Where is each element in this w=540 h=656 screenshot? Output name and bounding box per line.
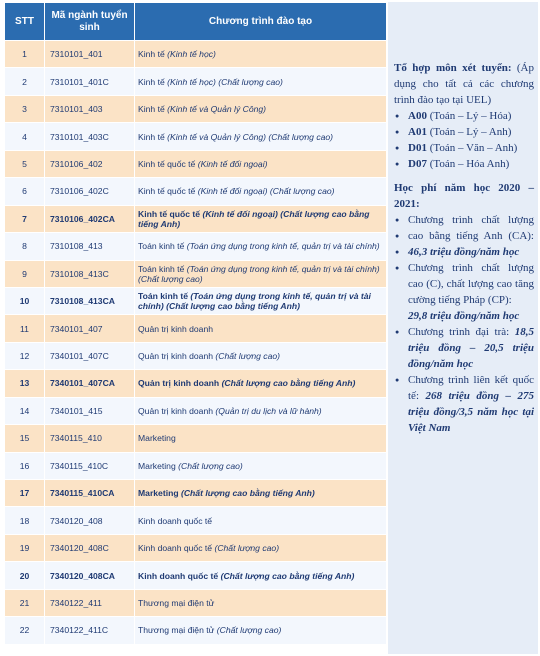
- fee-c-amount: 29,8 triệu đồng/năm học: [408, 310, 520, 322]
- table-row: [5, 562, 387, 589]
- table-row: [5, 589, 387, 616]
- row-code: 7310106_402: [45, 150, 135, 177]
- row-program: [135, 452, 387, 479]
- program-name: Kinh tế: [138, 49, 165, 60]
- fee-ca-amount: 46,3 triệu đồng/năm học: [408, 246, 520, 258]
- row-code: 7340101_407C: [45, 342, 135, 369]
- program-name: Kinh tế: [138, 131, 165, 142]
- program-name: Kinh tế quốc tế: [138, 208, 201, 219]
- row-program: [135, 178, 387, 205]
- program-note: (Toán ứng dụng trong kinh tế, quản trị và tài chính) (Chất lượng cao bằng tiếng Anh): [138, 291, 371, 312]
- fee-dt-text: Chương trình đại trà:: [408, 326, 510, 338]
- row-program: [135, 205, 387, 232]
- table-row: [5, 315, 387, 342]
- program-note: (Kinh tế đối ngoại) (Chất lượng cao): [197, 186, 335, 197]
- combo-subjects: (Toán – Lý – Anh): [429, 126, 512, 138]
- fee-title-end: 2021:: [394, 198, 420, 210]
- program-name: Toán kinh tế: [138, 291, 188, 302]
- row-stt: 3: [5, 95, 45, 122]
- row-code: 7340115_410C: [45, 452, 135, 479]
- program-note: (Chất lượng cao bằng tiếng Anh): [221, 378, 356, 389]
- row-code: 7310101_401: [45, 41, 135, 68]
- fee-lk-line-4: [394, 420, 534, 436]
- program-name: Kinh doanh quốc tế: [138, 570, 219, 581]
- program-note: (Kinh tế đối ngoại) (Chất lượng cao bằng tiếng Anh): [138, 208, 370, 229]
- fee-dt-line-3: [394, 356, 534, 372]
- table-row: [5, 507, 387, 534]
- combo-line-2: dụng cho tất cả các chương: [394, 78, 534, 90]
- combo-subjects: (Toán – Lý – Hóa): [429, 110, 512, 122]
- row-code: 7310101_403: [45, 95, 135, 122]
- combo-item: [394, 108, 534, 124]
- program-note: (Toán ứng dụng trong kinh tế, quản trị và tài chính) (Chất lượng cao): [138, 263, 380, 284]
- row-stt: 21: [5, 589, 45, 616]
- combo-code: A01: [408, 126, 427, 138]
- fee-lk-line-2: [394, 388, 534, 404]
- row-program: [135, 342, 387, 369]
- row-program: [135, 562, 387, 589]
- table-row: [5, 178, 387, 205]
- table-row: [5, 41, 387, 68]
- row-stt: 12: [5, 342, 45, 369]
- fee-ca-amount-line: [394, 244, 534, 260]
- combo-line-3: trình đào tạo tại UEL): [394, 94, 492, 106]
- row-program: [135, 480, 387, 507]
- row-code: 7310106_402C: [45, 178, 135, 205]
- row-program: [135, 68, 387, 95]
- combo-item: [394, 156, 534, 172]
- row-stt: 22: [5, 617, 45, 644]
- table-row: [5, 233, 387, 260]
- row-program: [135, 260, 387, 287]
- row-code: 7340115_410CA: [45, 480, 135, 507]
- program-name: Toán kinh tế: [138, 263, 185, 274]
- program-note: (Chất lượng cao): [215, 351, 281, 362]
- combo-item: [394, 124, 534, 140]
- program-name: Marketing: [138, 488, 179, 499]
- fee-title-line-2: [394, 196, 534, 212]
- program-note: (Kinh tế học) (Chất lượng cao): [167, 76, 283, 87]
- row-stt: 11: [5, 315, 45, 342]
- program-name: Kinh doanh quốc tế: [138, 515, 213, 526]
- fee-dt-amount-mid: triệu đồng – 20,5 triệu: [408, 342, 534, 354]
- row-program: [135, 507, 387, 534]
- row-stt: 15: [5, 425, 45, 452]
- fee-title: Học phí năm học 2020 –: [394, 182, 534, 194]
- program-note: (Chất lượng cao bằng tiếng Anh): [180, 488, 315, 499]
- row-code: 7340101_407CA: [45, 370, 135, 397]
- row-code: 7310108_413C: [45, 260, 135, 287]
- row-stt: 5: [5, 150, 45, 177]
- fee-lk-amount-mid: triệu đồng/3,5 năm học tại: [408, 406, 534, 418]
- row-program: [135, 397, 387, 424]
- fee-lk-amount-start: 268 triệu đồng – 275: [425, 390, 534, 402]
- program-name: Thương mại điện tử: [138, 597, 215, 608]
- program-note: (Chất lượng cao): [178, 460, 243, 471]
- row-program: [135, 534, 387, 561]
- fee-lk-line-3: [394, 404, 534, 420]
- row-stt: 19: [5, 534, 45, 561]
- row-code: 7340122_411C: [45, 617, 135, 644]
- row-stt: 16: [5, 452, 45, 479]
- row-code: 7340122_411: [45, 589, 135, 616]
- row-stt: 4: [5, 123, 45, 150]
- row-stt: 1: [5, 41, 45, 68]
- program-note: (Kinh tế và Quản lý Công) (Chất lượng cao): [167, 131, 334, 142]
- program-note: (Quản trị du lịch và lữ hành): [215, 405, 322, 416]
- program-name: Kinh tế: [138, 76, 165, 87]
- row-stt: 18: [5, 507, 45, 534]
- row-stt: 8: [5, 233, 45, 260]
- table-row: [5, 123, 387, 150]
- row-program: [135, 41, 387, 68]
- row-program: [135, 150, 387, 177]
- fee-dt-line-1: [394, 324, 534, 340]
- row-code: 7340120_408: [45, 507, 135, 534]
- row-program: [135, 95, 387, 122]
- combo-item: [394, 140, 534, 156]
- info-sidebar: [388, 2, 538, 654]
- fee-dt-line-2: [394, 340, 534, 356]
- row-code: 7310101_403C: [45, 123, 135, 150]
- row-program: [135, 370, 387, 397]
- fee-c-amount-line: [394, 308, 534, 324]
- row-program: [135, 425, 387, 452]
- row-program: [135, 617, 387, 644]
- program-name: Kinh tế quốc tế: [138, 186, 196, 197]
- row-code: 7340115_410: [45, 425, 135, 452]
- program-name: Marketing: [138, 460, 176, 471]
- fee-c-line-3: cường tiếng Pháp (CP):: [408, 294, 512, 306]
- row-stt: 13: [5, 370, 45, 397]
- table-header-row: [5, 3, 387, 41]
- table-row: [5, 617, 387, 644]
- fee-dt-amount-end: đồng/năm học: [408, 358, 474, 370]
- fee-lk-amount-end: Việt Nam: [408, 422, 451, 434]
- program-note: (Toán ứng dụng trong kinh tế, quản trị và tài chính): [186, 241, 380, 252]
- combo-text: (Áp: [516, 62, 534, 74]
- row-code: 7310106_402CA: [45, 205, 135, 232]
- row-program: [135, 123, 387, 150]
- row-code: 7340120_408C: [45, 534, 135, 561]
- program-name: Kinh tế: [138, 104, 165, 115]
- program-note: (Chất lượng cao): [216, 625, 282, 636]
- table-row: [5, 205, 387, 232]
- row-stt: 7: [5, 205, 45, 232]
- header-code: Mã ngành tuyển sinh: [45, 3, 135, 41]
- row-code: 7310108_413: [45, 233, 135, 260]
- table-row: [5, 534, 387, 561]
- program-name: Quản trị kinh doanh: [138, 351, 214, 362]
- fee-lk-text: tế:: [408, 390, 419, 402]
- row-stt: 10: [5, 287, 45, 314]
- fee-ca-line-1: ● Chương trình chất lượng: [394, 212, 534, 228]
- row-stt: 14: [5, 397, 45, 424]
- row-program: [135, 589, 387, 616]
- program-name: Quản trị kinh doanh: [138, 405, 214, 416]
- fee-c-line-2: cao (C), chất lượng cao tăng: [408, 278, 534, 290]
- table-row: [5, 342, 387, 369]
- combo-subjects: (Toán – Hóa Anh): [429, 158, 510, 170]
- table-body: [5, 41, 387, 645]
- program-table: [4, 2, 387, 645]
- row-stt: 6: [5, 178, 45, 205]
- program-name: Thương mại điện tử: [138, 625, 215, 636]
- table-row: [5, 452, 387, 479]
- fee-title-line-1: [394, 180, 534, 196]
- table-row: [5, 370, 387, 397]
- table-row: [5, 260, 387, 287]
- fee-dt-amount-start: 18,5: [514, 326, 534, 338]
- table-row: [5, 287, 387, 314]
- row-program: [135, 287, 387, 314]
- table-row: [5, 150, 387, 177]
- table-row: [5, 95, 387, 122]
- combo-code: D01: [408, 142, 427, 154]
- table-row: [5, 425, 387, 452]
- row-code: 7310101_401C: [45, 68, 135, 95]
- row-code: 7310108_413CA: [45, 287, 135, 314]
- table-row: [5, 480, 387, 507]
- program-name: Marketing: [138, 433, 176, 444]
- row-stt: 2: [5, 68, 45, 95]
- row-code: 7340101_415: [45, 397, 135, 424]
- row-code: 7340101_407: [45, 315, 135, 342]
- program-name: Kinh doanh quốc tế: [138, 543, 213, 554]
- program-note: (Chất lượng cao bằng tiếng Anh): [220, 570, 355, 581]
- combo-line-1: [394, 60, 534, 76]
- row-program: [135, 233, 387, 260]
- program-note: (Kinh tế học): [167, 49, 216, 60]
- header-stt: STT: [5, 3, 45, 41]
- program-note: (Kinh tế đối ngoại): [197, 158, 268, 169]
- row-program: [135, 315, 387, 342]
- fee-c-line-1: ● Chương trình chất lượng: [394, 260, 534, 276]
- program-name: Kinh tế quốc tế: [138, 158, 196, 169]
- combo-code: D07: [408, 158, 427, 170]
- table-row: [5, 68, 387, 95]
- combo-code: A00: [408, 110, 427, 122]
- fee-ca-line-2: ● cao bằng tiếng Anh (CA):: [394, 228, 534, 244]
- program-note: (Kinh tế và Quản lý Công): [167, 104, 267, 115]
- row-stt: 17: [5, 480, 45, 507]
- fee-lk-line-1: ● Chương trình liên kết quốc: [394, 372, 534, 388]
- section-gap: [394, 172, 534, 180]
- program-note: (Chất lượng cao): [214, 543, 280, 554]
- table-row: [5, 397, 387, 424]
- info-sidebar-content: [394, 60, 534, 436]
- combo-subjects: (Toán – Văn – Anh): [429, 142, 518, 154]
- header-program: Chương trình đào tạo: [135, 3, 387, 41]
- program-name: Toán kinh tế: [138, 241, 185, 252]
- program-name: Quản trị kinh doanh: [138, 323, 214, 334]
- program-name: Quản trị kinh doanh: [138, 378, 220, 389]
- row-stt: 9: [5, 260, 45, 287]
- combo-title: Tổ hợp môn xét tuyển:: [394, 62, 512, 74]
- row-stt: 20: [5, 562, 45, 589]
- row-code: 7340120_408CA: [45, 562, 135, 589]
